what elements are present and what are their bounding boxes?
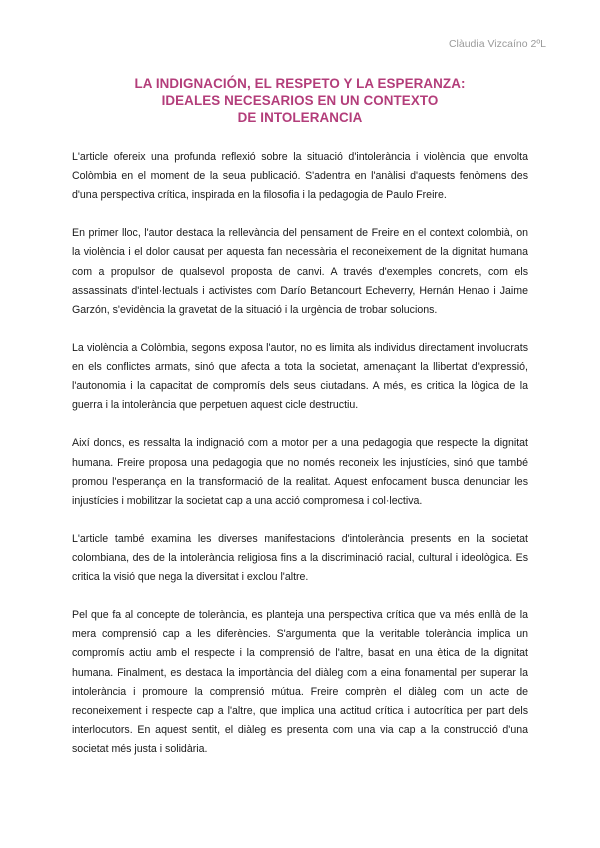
author-name: Clàudia Vizcaíno 2ºL	[448, 38, 546, 50]
title-line: DE INTOLERANCIA	[237, 110, 363, 125]
paragraph: En primer lloc, l'autor destaca la rellevància del pensament de Freire en el context colombià, on la violència i el dolor causat per aquesta fan necessària el reconeixement de la dignitat humana com a propulsor de qualsevol proposta de canvi. A través d'exemples concrets, com els assassinats d'intel·lectuals i activistes com Darío Betancourt Echeverry, Hernán Henao i Jaime Garzón, s'evidència la gravetat de la situació i la urgència de trobar solucions.	[72, 227, 528, 316]
document-body	[72, 148, 528, 778]
document-title	[0, 75, 600, 126]
paragraph: L'article també examina les diverses manifestacions d'intolerància presents en la societat colombiana, des de la intolerància religiosa fins a la discriminació racial, cultural i ideològica. Es critica la visió que nega la diversitat i exclou l'altre.	[72, 532, 528, 584]
paragraph: Pel que fa al concepte de tolerància, es planteja una perspectiva crítica que va més enllà de la mera comprensió cap a les diferències. S'argumenta que la veritable tolerància implica un compromís actiu amb el respecte i la comprensió de l'altre, basat en una ètica de la dignitat humana. Finalment, es destaca la importància del diàleg com a eina fonamental per superar la intolerància i promoure la comprensió mútua. Freire comprèn el diàleg com un acte de reconeixement i respecte cap a l'altre, que implica una actitud crítica i autocrítica per part dels interlocutors. En aquest sentit, el diàleg es presenta com una via cap a la construcció d'una societat més justa i solidària.	[72, 609, 528, 755]
paragraph: L'article ofereix una profunda reflexió sobre la situació d'intolerància i violència que envolta Colòmbia en el moment de la seua publicació. S'adentra en l'anàlisi d'aquests fenòmens des d'una perspectiva crítica, inspirada en la filosofia i la pedagogia de Paulo Freire.	[72, 151, 528, 202]
paragraph: La violència a Colòmbia, segons exposa l'autor, no es limita als individus directament involucrats en els conflictes armats, sinó que afecta a tota la societat, amenaçant la llibertat d'expressió, l'autonomia i la capacitat de compromís dels seus ciutadans. A més, es critica la lògica de la guerra i la intolerància que perpetuen aquest cicle destructiu.	[72, 341, 528, 412]
title-line: IDEALES NECESARIOS EN UN CONTEXTO	[161, 93, 439, 108]
title-line: LA INDIGNACIÓN, EL RESPETO Y LA ESPERANZA:	[134, 76, 466, 91]
paragraph: Així doncs, es ressalta la indignació com a motor per a una pedagogia que respecte la dignitat humana. Freire proposa una pedagogia que no només reconeix les injustícies, sinó que també promou l'esperança en la transformació de la realitat. Aquest enfocament busca denunciar les injustícies i mobilitzar la societat cap a una acció compromesa i col·lectiva.	[72, 437, 528, 507]
